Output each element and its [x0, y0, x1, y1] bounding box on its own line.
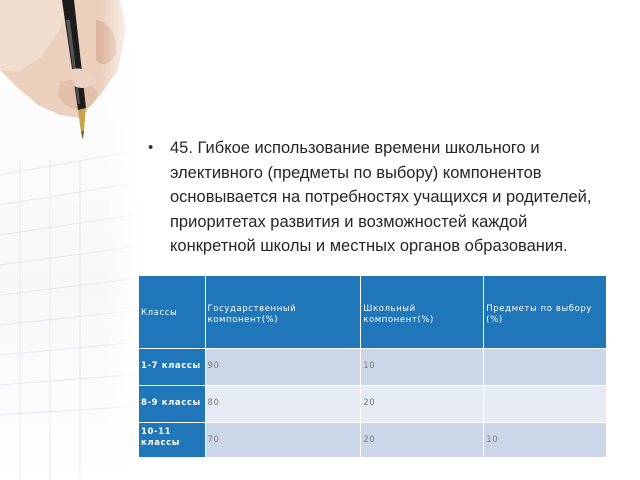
- cell-elective: 10: [484, 423, 607, 458]
- curriculum-table: [138, 275, 607, 458]
- cell-elective: [484, 349, 607, 386]
- row-class-label: 1-7 классы: [139, 349, 206, 386]
- table-header-row: [139, 276, 607, 349]
- cell-state: 90: [205, 349, 361, 386]
- row-class-label: 8-9 классы: [139, 386, 206, 423]
- cell-state: 70: [205, 423, 361, 458]
- bullet-marker: •: [148, 139, 154, 156]
- cell-school: 10: [361, 349, 484, 386]
- cell-school: 20: [361, 423, 484, 458]
- table-row: [139, 386, 607, 423]
- cell-state: 80: [205, 386, 361, 423]
- header-electives: Предметы по выбору (%): [484, 276, 607, 349]
- cell-school: 20: [361, 386, 484, 423]
- slide-content: [148, 136, 598, 259]
- bullet-item: [148, 136, 598, 259]
- header-state-component: Государственный компонент(%): [205, 276, 361, 349]
- header-classes: Классы: [139, 276, 206, 349]
- header-school-component: Школьный компонент(%): [361, 276, 484, 349]
- table-row: [139, 423, 607, 458]
- photo-fade: [100, 0, 140, 480]
- row-class-label: 10-11 классы: [139, 423, 206, 458]
- curriculum-table-container: [138, 275, 608, 457]
- cell-elective: [484, 386, 607, 423]
- table-row: [139, 349, 607, 386]
- paragraph-text: 45. Гибкое использование времени школьного и элективного (предметы по выбору) компонентов основывается на потребностях учащихся и родителей, приоритетах развития и возможностей каждой конкретной школы и местных органов образования.: [170, 139, 592, 255]
- hand-writing-photo: [0, 0, 140, 480]
